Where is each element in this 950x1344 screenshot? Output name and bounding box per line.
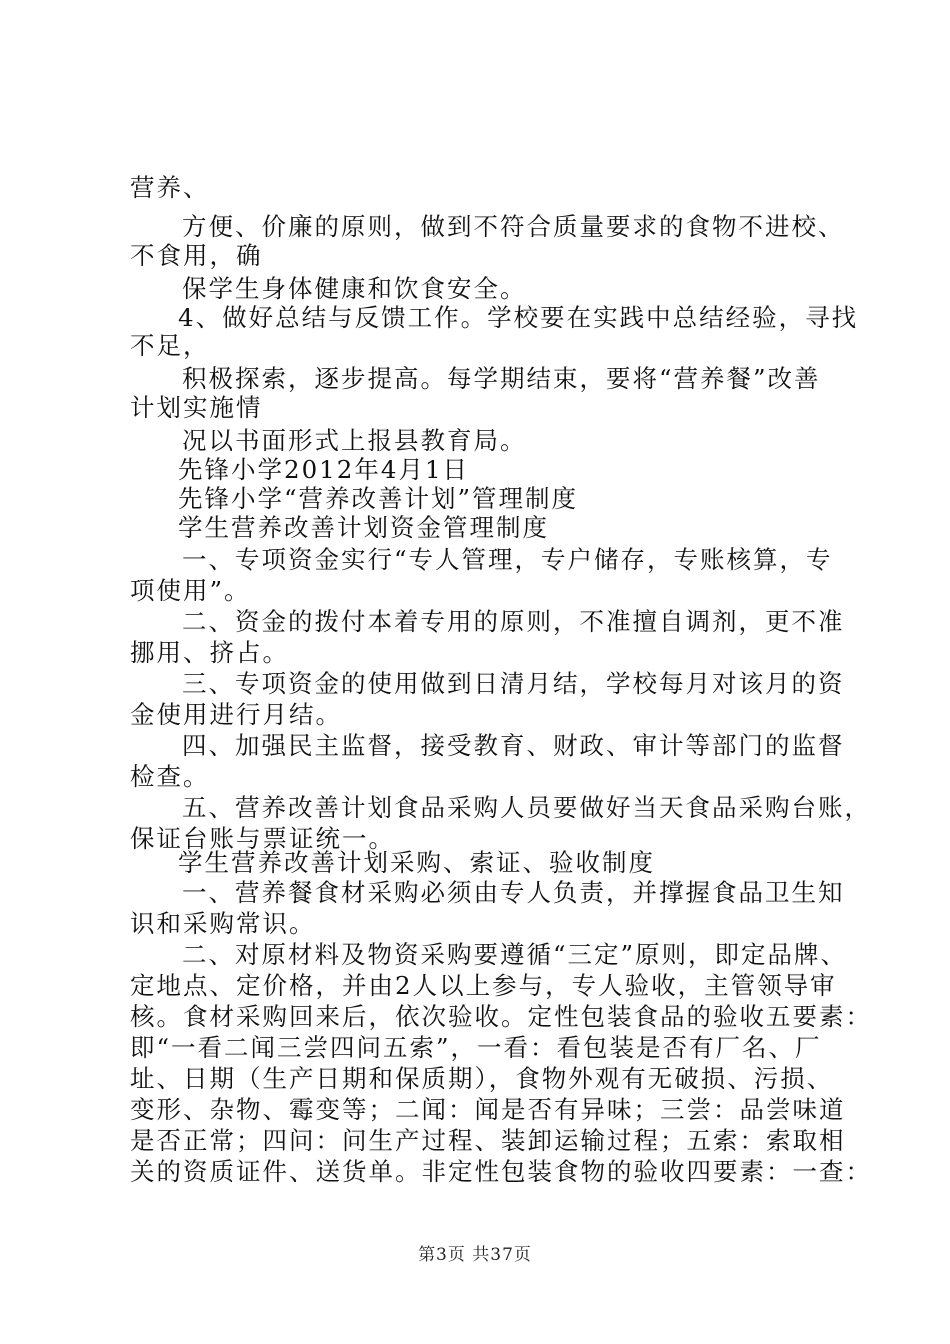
text-line: 营养、 xyxy=(130,173,210,202)
text-line: 金使用进行月结。 xyxy=(130,700,342,729)
text-line: 保学生身体健康和饮食安全。 xyxy=(182,274,527,303)
text-line: 检查。 xyxy=(130,762,210,791)
text-line: 识和采购常识。 xyxy=(130,909,316,938)
text-line: 三、专项资金的使用做到日清月结，学校每月对该月的资 xyxy=(182,669,845,698)
text-line: 项使用”。 xyxy=(130,576,251,605)
text-line: 方便、价廉的原则，做到不符合质量要求的食物不进校、 xyxy=(182,212,845,241)
text-line: 先锋小学2012年4月1日 xyxy=(178,455,470,484)
text-line: 定地点、定价格，并由2人以上参与，专人验收，主管领导审 xyxy=(130,971,837,1000)
text-line: 二、对原材料及物资采购要遵循“三定”原则，即定品牌、 xyxy=(182,940,848,969)
text-line: 是否正常；四问：问生产过程、装卸运输过程；五索：索取相 xyxy=(130,1126,846,1155)
text-line: 积极探索，逐步提高。每学期结束，要将“营养餐”改善 xyxy=(182,364,821,393)
text-line: 一、营养餐食材采购必须由专人负责，并撑握食品卫生知 xyxy=(182,878,845,907)
text-line: 二、资金的拨付本着专用的原则，不准擅自调剂，更不准 xyxy=(182,607,845,636)
text-line: 不食用，确 xyxy=(130,241,263,270)
text-line: 学生营养改善计划采购、索证、验收制度 xyxy=(178,848,655,877)
text-line: 况以书面形式上报县教育局。 xyxy=(182,426,527,455)
text-line: 保证台账与票证统一。 xyxy=(130,824,395,853)
text-line: 变形、杂物、霉变等；二闻：闻是否有异味；三尝：品尝味道 xyxy=(130,1095,846,1124)
text-line: 先锋小学“营养改善计划”管理制度 xyxy=(178,484,579,513)
text-line: 不足， xyxy=(130,331,210,360)
text-line: 挪用、挤占。 xyxy=(130,638,289,667)
text-line: 关的资质证件、送货单。非定性包装食物的验收四要素：一查： xyxy=(130,1157,872,1186)
text-line: 址、日期（生产日期和保质期），食物外观有无破损、污损、 xyxy=(130,1064,834,1093)
text-line: 核。食材采购回来后，依次验收。定性包装食品的验收五要素： xyxy=(130,1002,872,1031)
text-line: 4、做好总结与反馈工作。学校要在实践中总结经验，寻找 xyxy=(178,303,859,332)
page-footer: 第3页 共37页 xyxy=(418,1245,532,1265)
text-line: 即“一看二闻三尝四问五索”，一看：看包装是否有厂名、厂 xyxy=(130,1033,822,1062)
text-line: 学生营养改善计划资金管理制度 xyxy=(178,513,549,542)
text-line: 五、营养改善计划食品采购人员要做好当天食品采购台账， xyxy=(182,793,871,822)
text-line: 计划实施情 xyxy=(130,393,263,422)
text-line: 四、加强民主监督，接受教育、财政、审计等部门的监督 xyxy=(182,731,845,760)
text-line: 一、专项资金实行“专人管理，专户储存，专账核算，专 xyxy=(182,545,833,574)
